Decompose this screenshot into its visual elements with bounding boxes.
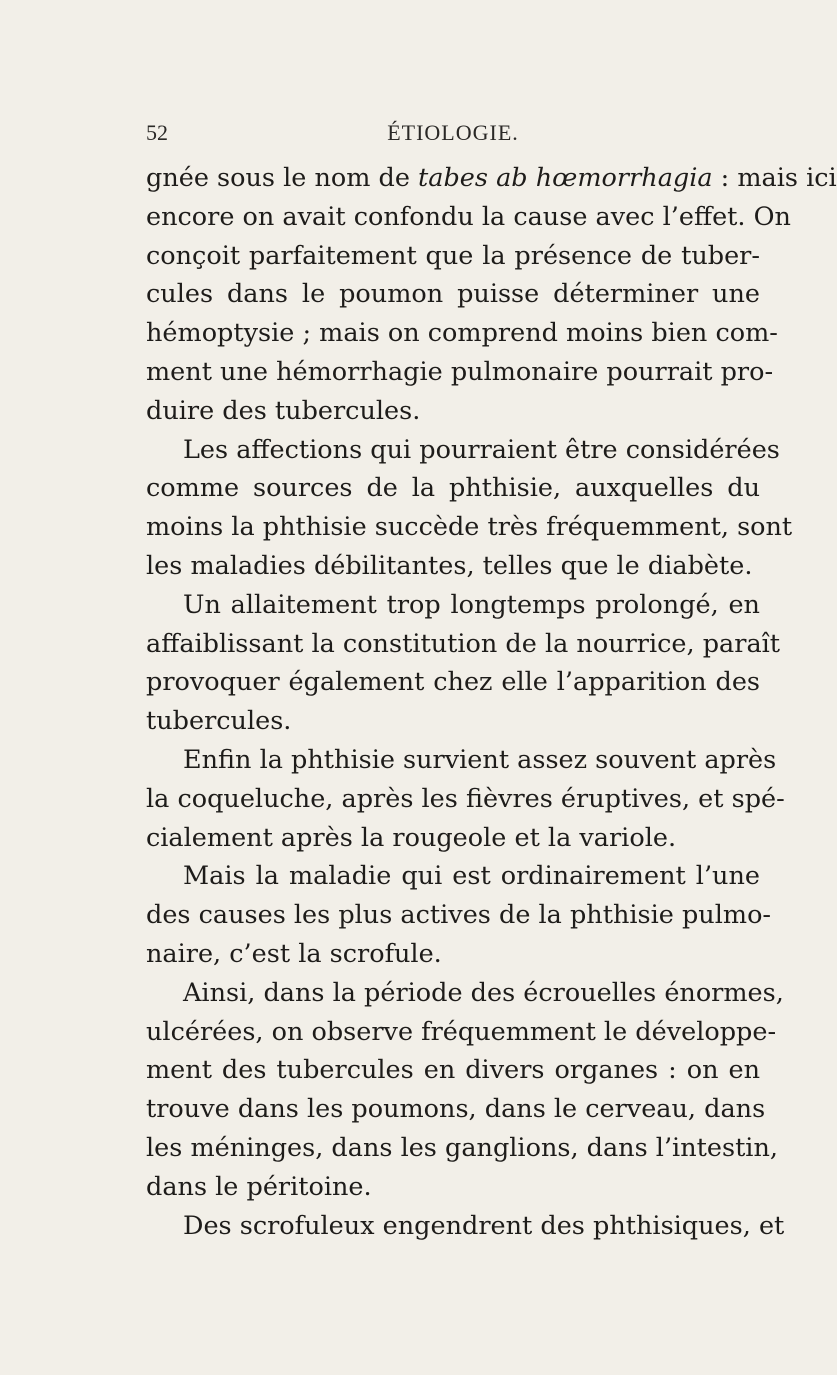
text-line-17: la coqueluche, après les fièvres éruptives, et spé- <box>146 783 785 814</box>
body-text <box>146 159 837 1245</box>
text-line-11: les maladies débilitantes, telles que le diabète. <box>146 550 753 581</box>
text-line-24: ment des tubercules en divers organes : on en <box>146 1055 760 1086</box>
page-header <box>146 120 760 148</box>
text-line-28: Des scrofuleux engendrent des phthisiques, et <box>183 1210 785 1241</box>
text-line-9: comme sources de la phthisie, auxquelles du <box>146 473 760 504</box>
text-line-14: provoquer également chez elle l’apparition des <box>146 667 760 698</box>
text-line-3: conçoit parfaitement que la présence de tuber- <box>146 240 760 271</box>
text-line-12: Un allaitement trop longtemps prolongé, en <box>183 589 760 620</box>
text-line-1-end: : mais ici <box>712 163 837 193</box>
text-line-4: cules dans le poumon puisse déterminer une <box>146 279 760 310</box>
text-line-6: ment une hémorrhagie pulmonaire pourrait pro- <box>146 356 774 387</box>
text-line-10: moins la phthisie succède très fréquemment, sont <box>146 512 793 543</box>
text-line-26: les méninges, dans les ganglions, dans l’intestin, <box>146 1132 778 1163</box>
text-line-1 <box>146 159 837 198</box>
text-line-7: duire des tubercules. <box>146 395 421 426</box>
text-line-18: cialement après la rougeole et la variole. <box>146 822 677 853</box>
text-line-8: Les affections qui pourraient être considérées <box>183 434 780 465</box>
text-line-13: affaiblissant la constitution de la nourrice, paraît <box>146 628 781 659</box>
text-line-27: dans le péritoine. <box>146 1171 372 1202</box>
text-line-2: encore on avait confondu la cause avec l’effet. On <box>146 201 791 232</box>
text-line-23: ulcérées, on observe fréquemment le développe- <box>146 1016 777 1047</box>
text-line-16: Enfin la phthisie survient assez souvent après <box>183 744 777 775</box>
running-head: ÉTIOLOGIE. <box>387 120 519 145</box>
text-line-15: tubercules. <box>146 706 292 737</box>
text-line-21: naire, c’est la scrofule. <box>146 938 442 969</box>
text-line-22: Ainsi, dans la période des écrouelles énormes, <box>183 977 784 1008</box>
text-line-20: des causes les plus actives de la phthisie pulmo- <box>146 900 772 931</box>
latin-term: tabes ab hœmorrhagia <box>418 163 713 193</box>
text-line-25: trouve dans les poumons, dans le cerveau, dans <box>146 1094 766 1125</box>
text-line-1-start: gnée sous le nom de <box>146 163 419 193</box>
page-number: 52 <box>146 120 168 145</box>
text-line-19: Mais la maladie qui est ordinairement l’une <box>183 861 760 892</box>
text-line-5: hémoptysie ; mais on comprend moins bien com- <box>146 318 778 349</box>
